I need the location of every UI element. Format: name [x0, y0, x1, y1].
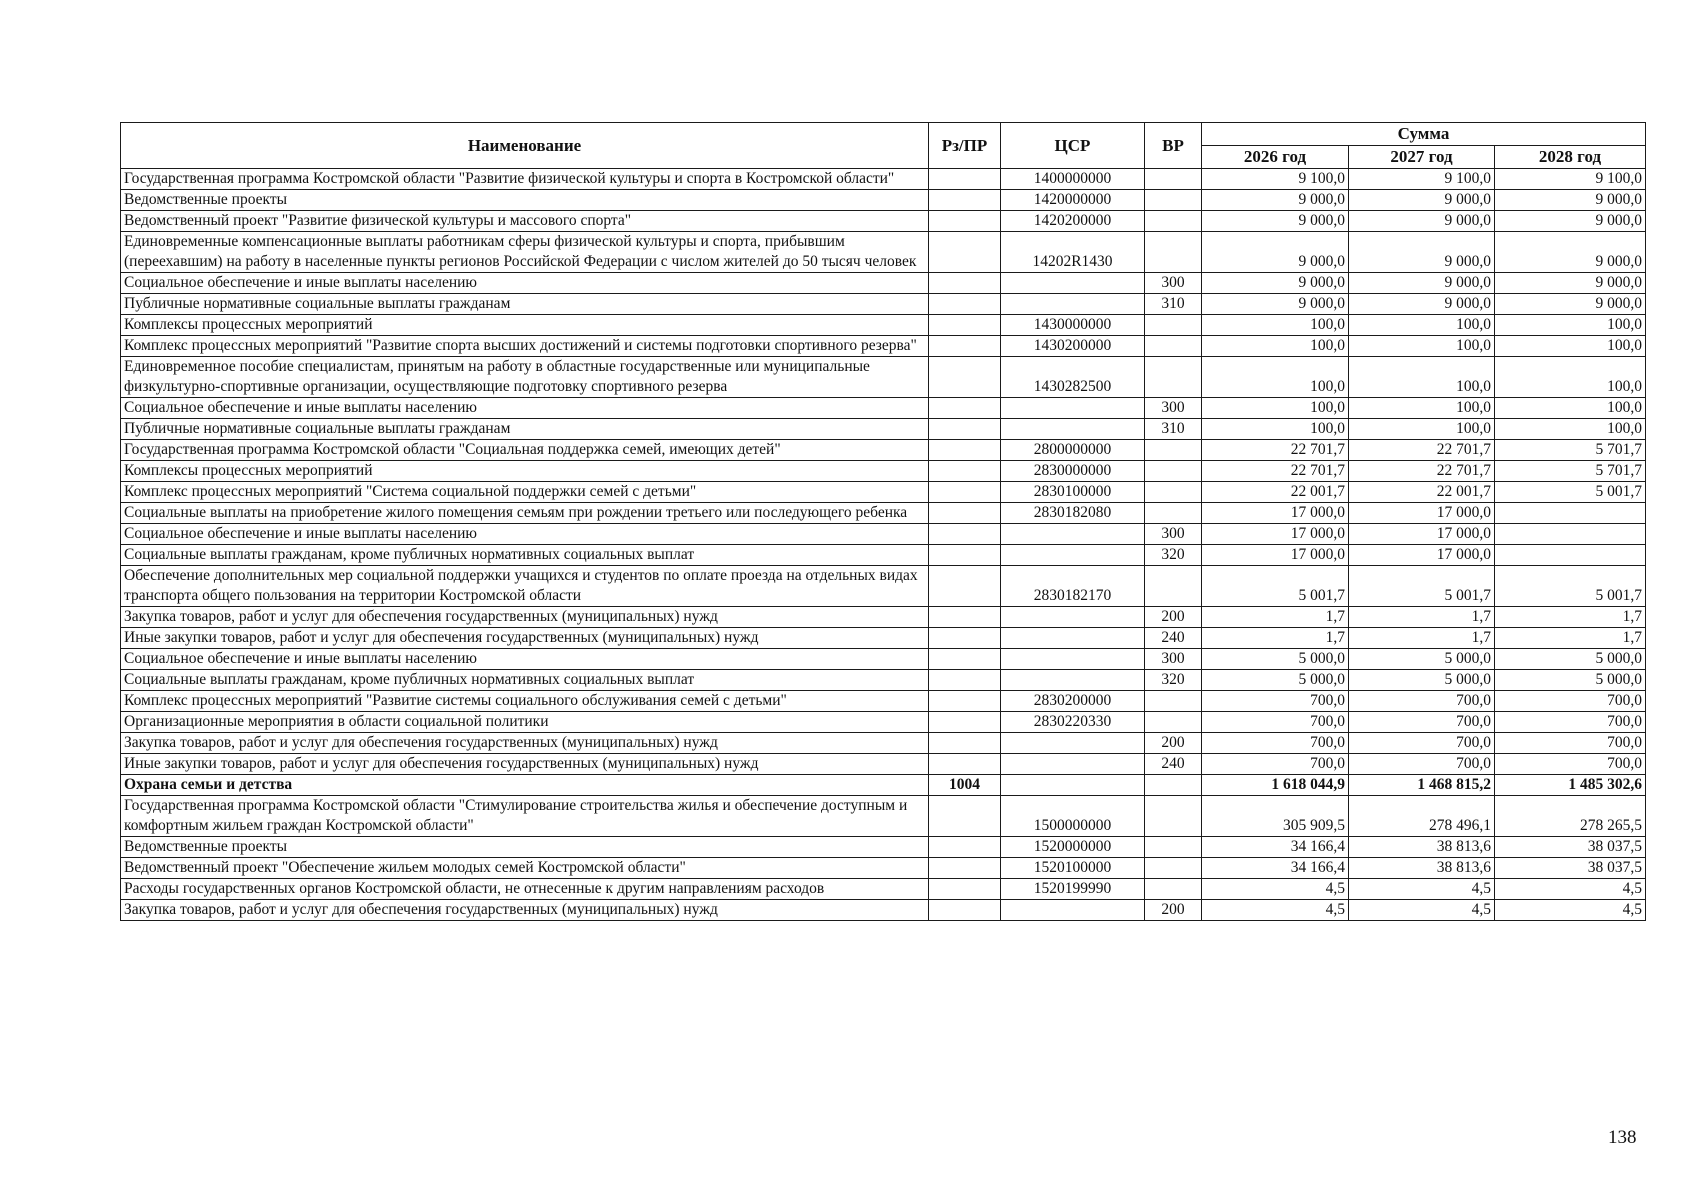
cell-vr: 200 [1145, 607, 1202, 628]
cell-vr [1145, 482, 1202, 503]
table-row [121, 879, 1646, 900]
cell-amount-2028: 4,5 [1495, 900, 1646, 921]
cell-rzpr [929, 900, 1001, 921]
cell-amount-2027: 9 000,0 [1349, 190, 1495, 211]
cell-vr [1145, 357, 1202, 398]
cell-amount-2026: 700,0 [1202, 691, 1349, 712]
cell-vr: 240 [1145, 754, 1202, 775]
cell-vr [1145, 169, 1202, 190]
cell-rzpr: 1004 [929, 775, 1001, 796]
cell-name: Публичные нормативные социальные выплаты гражданам [121, 294, 929, 315]
cell-amount-2028: 700,0 [1495, 712, 1646, 733]
table-row [121, 545, 1646, 566]
cell-amount-2027: 38 813,6 [1349, 858, 1495, 879]
cell-amount-2026: 17 000,0 [1202, 545, 1349, 566]
cell-vr: 300 [1145, 649, 1202, 670]
cell-rzpr [929, 670, 1001, 691]
cell-amount-2027: 1,7 [1349, 628, 1495, 649]
header-year-2026: 2026 год [1202, 146, 1349, 169]
cell-vr [1145, 879, 1202, 900]
cell-vr: 310 [1145, 294, 1202, 315]
cell-rzpr [929, 503, 1001, 524]
cell-amount-2026: 100,0 [1202, 419, 1349, 440]
cell-vr [1145, 315, 1202, 336]
header-vr: ВР [1145, 123, 1202, 169]
cell-amount-2027: 700,0 [1349, 733, 1495, 754]
cell-csr [1001, 900, 1145, 921]
cell-amount-2027: 5 000,0 [1349, 649, 1495, 670]
table-row [121, 670, 1646, 691]
cell-amount-2026: 5 001,7 [1202, 566, 1349, 607]
cell-csr [1001, 649, 1145, 670]
table-row [121, 837, 1646, 858]
cell-amount-2028: 100,0 [1495, 336, 1646, 357]
cell-amount-2026: 34 166,4 [1202, 837, 1349, 858]
cell-name: Социальные выплаты гражданам, кроме публичных нормативных социальных выплат [121, 545, 929, 566]
cell-vr [1145, 440, 1202, 461]
table-row [121, 336, 1646, 357]
cell-amount-2028: 700,0 [1495, 691, 1646, 712]
cell-rzpr [929, 524, 1001, 545]
cell-amount-2027: 9 000,0 [1349, 273, 1495, 294]
cell-csr: 1520100000 [1001, 858, 1145, 879]
cell-csr [1001, 398, 1145, 419]
cell-amount-2028: 700,0 [1495, 754, 1646, 775]
cell-csr: 1520000000 [1001, 837, 1145, 858]
cell-amount-2026: 5 000,0 [1202, 649, 1349, 670]
cell-rzpr [929, 566, 1001, 607]
table-row [121, 169, 1646, 190]
cell-amount-2028: 100,0 [1495, 419, 1646, 440]
cell-amount-2028: 100,0 [1495, 398, 1646, 419]
cell-amount-2027: 9 000,0 [1349, 211, 1495, 232]
cell-csr: 1520199990 [1001, 879, 1145, 900]
cell-rzpr [929, 796, 1001, 837]
cell-csr [1001, 775, 1145, 796]
cell-vr [1145, 503, 1202, 524]
table-row [121, 232, 1646, 273]
table-row [121, 691, 1646, 712]
cell-amount-2028: 100,0 [1495, 357, 1646, 398]
table-row [121, 503, 1646, 524]
cell-rzpr [929, 169, 1001, 190]
cell-csr: 1430200000 [1001, 336, 1145, 357]
cell-amount-2028: 38 037,5 [1495, 837, 1646, 858]
cell-csr [1001, 419, 1145, 440]
cell-csr [1001, 545, 1145, 566]
cell-vr [1145, 775, 1202, 796]
cell-rzpr [929, 190, 1001, 211]
cell-amount-2028: 5 701,7 [1495, 461, 1646, 482]
table-body [121, 169, 1646, 921]
cell-amount-2027: 5 000,0 [1349, 670, 1495, 691]
cell-amount-2028: 9 000,0 [1495, 273, 1646, 294]
cell-name: Социальные выплаты на приобретение жилого помещения семьям при рождении третьего или последующего ребенка [121, 503, 929, 524]
table-row [121, 273, 1646, 294]
cell-rzpr [929, 336, 1001, 357]
cell-rzpr [929, 607, 1001, 628]
table-row [121, 440, 1646, 461]
cell-amount-2026: 22 701,7 [1202, 440, 1349, 461]
budget-table [120, 122, 1646, 921]
cell-amount-2027: 700,0 [1349, 691, 1495, 712]
cell-amount-2026: 1,7 [1202, 607, 1349, 628]
cell-vr [1145, 691, 1202, 712]
table-row [121, 482, 1646, 503]
table-row [121, 628, 1646, 649]
cell-amount-2026: 4,5 [1202, 879, 1349, 900]
cell-amount-2028: 5 000,0 [1495, 670, 1646, 691]
cell-rzpr [929, 628, 1001, 649]
cell-name: Комплексы процессных мероприятий [121, 461, 929, 482]
cell-name: Государственная программа Костромской области "Стимулирование строительства жилья и обеспечение доступным и комфортным жильем граждан Костромской области" [121, 796, 929, 837]
cell-amount-2026: 5 000,0 [1202, 670, 1349, 691]
cell-amount-2026: 9 000,0 [1202, 211, 1349, 232]
cell-vr: 320 [1145, 670, 1202, 691]
cell-csr: 1430282500 [1001, 357, 1145, 398]
cell-amount-2026: 9 100,0 [1202, 169, 1349, 190]
cell-name: Комплексы процессных мероприятий [121, 315, 929, 336]
cell-amount-2027: 1,7 [1349, 607, 1495, 628]
cell-amount-2028: 5 001,7 [1495, 482, 1646, 503]
cell-amount-2028: 700,0 [1495, 733, 1646, 754]
cell-csr: 1500000000 [1001, 796, 1145, 837]
cell-name: Закупка товаров, работ и услуг для обеспечения государственных (муниципальных) нужд [121, 733, 929, 754]
table-row [121, 419, 1646, 440]
cell-csr [1001, 733, 1145, 754]
cell-name: Государственная программа Костромской области "Развитие физической культуры и спорта в Костромской области" [121, 169, 929, 190]
cell-csr: 2830000000 [1001, 461, 1145, 482]
cell-amount-2028 [1495, 503, 1646, 524]
cell-name: Иные закупки товаров, работ и услуг для обеспечения государственных (муниципальных) нужд [121, 754, 929, 775]
cell-vr [1145, 837, 1202, 858]
cell-csr [1001, 524, 1145, 545]
cell-amount-2026: 22 001,7 [1202, 482, 1349, 503]
cell-amount-2026: 9 000,0 [1202, 294, 1349, 315]
cell-amount-2026: 700,0 [1202, 712, 1349, 733]
cell-amount-2026: 100,0 [1202, 336, 1349, 357]
cell-amount-2027: 100,0 [1349, 336, 1495, 357]
table-row [121, 398, 1646, 419]
cell-vr [1145, 211, 1202, 232]
cell-csr: 1430000000 [1001, 315, 1145, 336]
cell-amount-2026: 22 701,7 [1202, 461, 1349, 482]
cell-csr: 2830182080 [1001, 503, 1145, 524]
table-row [121, 190, 1646, 211]
cell-amount-2027: 22 001,7 [1349, 482, 1495, 503]
header-year-2028: 2028 год [1495, 146, 1646, 169]
cell-name: Ведомственный проект "Развитие физической культуры и массового спорта" [121, 211, 929, 232]
cell-amount-2028: 1,7 [1495, 628, 1646, 649]
cell-amount-2027: 100,0 [1349, 357, 1495, 398]
cell-amount-2028 [1495, 524, 1646, 545]
cell-name: Комплекс процессных мероприятий "Развитие системы социального обслуживания семей с детьми" [121, 691, 929, 712]
cell-rzpr [929, 649, 1001, 670]
cell-vr: 300 [1145, 273, 1202, 294]
cell-csr [1001, 273, 1145, 294]
cell-amount-2026: 9 000,0 [1202, 232, 1349, 273]
cell-rzpr [929, 879, 1001, 900]
table-row [121, 566, 1646, 607]
cell-amount-2026: 17 000,0 [1202, 524, 1349, 545]
cell-amount-2027: 22 701,7 [1349, 440, 1495, 461]
table-row [121, 712, 1646, 733]
cell-rzpr [929, 273, 1001, 294]
cell-vr [1145, 712, 1202, 733]
cell-rzpr [929, 858, 1001, 879]
cell-name: Социальное обеспечение и иные выплаты населению [121, 649, 929, 670]
cell-csr: 14202R1430 [1001, 232, 1145, 273]
cell-amount-2028: 9 000,0 [1495, 190, 1646, 211]
cell-amount-2028: 1 485 302,6 [1495, 775, 1646, 796]
cell-csr: 2830100000 [1001, 482, 1145, 503]
cell-name: Иные закупки товаров, работ и услуг для обеспечения государственных (муниципальных) нужд [121, 628, 929, 649]
cell-rzpr [929, 211, 1001, 232]
cell-name: Обеспечение дополнительных мер социальной поддержки учащихся и студентов по оплате проезда на отдельных видах транспорта общего пользования на территории Костромской области [121, 566, 929, 607]
cell-name: Расходы государственных органов Костромской области, не отнесенные к другим направлениям расходов [121, 879, 929, 900]
cell-rzpr [929, 294, 1001, 315]
cell-amount-2026: 9 000,0 [1202, 273, 1349, 294]
cell-name: Закупка товаров, работ и услуг для обеспечения государственных (муниципальных) нужд [121, 607, 929, 628]
cell-amount-2026: 100,0 [1202, 357, 1349, 398]
cell-rzpr [929, 691, 1001, 712]
cell-amount-2028: 1,7 [1495, 607, 1646, 628]
cell-name: Единовременные компенсационные выплаты работникам сферы физической культуры и спорта, прибывшим (переехавшим) на работу в населенные пункты регионов Российской Федерации с числом жителей до 50 тысяч человек [121, 232, 929, 273]
cell-csr: 2800000000 [1001, 440, 1145, 461]
cell-csr [1001, 607, 1145, 628]
cell-csr: 2830220330 [1001, 712, 1145, 733]
cell-vr: 240 [1145, 628, 1202, 649]
cell-rzpr [929, 733, 1001, 754]
section-row [121, 775, 1646, 796]
header-year-2027: 2027 год [1349, 146, 1495, 169]
table-row [121, 796, 1646, 837]
cell-amount-2026: 34 166,4 [1202, 858, 1349, 879]
cell-name: Социальное обеспечение и иные выплаты населению [121, 524, 929, 545]
cell-amount-2026: 305 909,5 [1202, 796, 1349, 837]
cell-csr: 1400000000 [1001, 169, 1145, 190]
cell-name: Ведомственные проекты [121, 190, 929, 211]
cell-amount-2026: 700,0 [1202, 754, 1349, 775]
cell-csr: 2830182170 [1001, 566, 1145, 607]
cell-rzpr [929, 754, 1001, 775]
cell-vr [1145, 858, 1202, 879]
budget-table-container [120, 122, 1645, 921]
cell-vr [1145, 232, 1202, 273]
cell-amount-2027: 700,0 [1349, 754, 1495, 775]
table-row [121, 357, 1646, 398]
cell-amount-2027: 17 000,0 [1349, 503, 1495, 524]
page-number: 138 [1608, 1127, 1637, 1148]
table-header [121, 123, 1646, 169]
table-row [121, 315, 1646, 336]
header-name: Наименование [121, 123, 929, 169]
cell-csr [1001, 670, 1145, 691]
table-row [121, 607, 1646, 628]
cell-amount-2027: 9 000,0 [1349, 232, 1495, 273]
cell-amount-2026: 9 000,0 [1202, 190, 1349, 211]
cell-rzpr [929, 712, 1001, 733]
cell-csr [1001, 294, 1145, 315]
cell-amount-2027: 22 701,7 [1349, 461, 1495, 482]
cell-rzpr [929, 232, 1001, 273]
cell-amount-2028: 5 000,0 [1495, 649, 1646, 670]
cell-name: Организационные мероприятия в области социальной политики [121, 712, 929, 733]
cell-amount-2026: 100,0 [1202, 398, 1349, 419]
cell-name: Социальное обеспечение и иные выплаты населению [121, 398, 929, 419]
cell-vr [1145, 566, 1202, 607]
cell-amount-2027: 38 813,6 [1349, 837, 1495, 858]
cell-name: Ведомственные проекты [121, 837, 929, 858]
cell-rzpr [929, 482, 1001, 503]
cell-amount-2026: 4,5 [1202, 900, 1349, 921]
cell-amount-2027: 100,0 [1349, 315, 1495, 336]
table-row [121, 649, 1646, 670]
cell-vr: 300 [1145, 524, 1202, 545]
cell-amount-2026: 100,0 [1202, 315, 1349, 336]
table-row [121, 900, 1646, 921]
cell-name: Единовременное пособие специалистам, принятым на работу в областные государственные или муниципальные физкультурно-спортивные организации, осуществляющие подготовку спортивного резерва [121, 357, 929, 398]
cell-amount-2027: 4,5 [1349, 879, 1495, 900]
cell-amount-2026: 1 618 044,9 [1202, 775, 1349, 796]
cell-vr [1145, 461, 1202, 482]
cell-amount-2028: 9 000,0 [1495, 232, 1646, 273]
cell-amount-2028: 9 000,0 [1495, 211, 1646, 232]
cell-vr: 310 [1145, 419, 1202, 440]
cell-rzpr [929, 461, 1001, 482]
cell-vr [1145, 336, 1202, 357]
cell-vr [1145, 796, 1202, 837]
cell-name: Охрана семьи и детства [121, 775, 929, 796]
table-row [121, 211, 1646, 232]
table-row [121, 733, 1646, 754]
cell-vr: 320 [1145, 545, 1202, 566]
cell-amount-2028: 38 037,5 [1495, 858, 1646, 879]
cell-name: Комплекс процессных мероприятий "Система социальной поддержки семей с детьми" [121, 482, 929, 503]
cell-amount-2027: 700,0 [1349, 712, 1495, 733]
cell-csr: 1420200000 [1001, 211, 1145, 232]
cell-vr [1145, 190, 1202, 211]
cell-rzpr [929, 315, 1001, 336]
table-row [121, 754, 1646, 775]
cell-amount-2026: 1,7 [1202, 628, 1349, 649]
table-row [121, 294, 1646, 315]
cell-amount-2028: 9 000,0 [1495, 294, 1646, 315]
header-csr: ЦСР [1001, 123, 1145, 169]
cell-vr: 200 [1145, 900, 1202, 921]
cell-name: Государственная программа Костромской области "Социальная поддержка семей, имеющих детей" [121, 440, 929, 461]
cell-csr [1001, 754, 1145, 775]
cell-name: Ведомственный проект "Обеспечение жильем молодых семей Костромской области" [121, 858, 929, 879]
cell-amount-2027: 17 000,0 [1349, 524, 1495, 545]
cell-vr: 200 [1145, 733, 1202, 754]
cell-amount-2028: 100,0 [1495, 315, 1646, 336]
cell-csr: 2830200000 [1001, 691, 1145, 712]
cell-amount-2027: 1 468 815,2 [1349, 775, 1495, 796]
cell-csr [1001, 628, 1145, 649]
cell-amount-2027: 17 000,0 [1349, 545, 1495, 566]
cell-amount-2028: 5 001,7 [1495, 566, 1646, 607]
cell-amount-2026: 700,0 [1202, 733, 1349, 754]
table-row [121, 524, 1646, 545]
cell-rzpr [929, 837, 1001, 858]
cell-amount-2028: 278 265,5 [1495, 796, 1646, 837]
cell-amount-2028: 4,5 [1495, 879, 1646, 900]
cell-csr: 1420000000 [1001, 190, 1145, 211]
cell-amount-2028: 9 100,0 [1495, 169, 1646, 190]
cell-amount-2028: 5 701,7 [1495, 440, 1646, 461]
cell-amount-2028 [1495, 545, 1646, 566]
cell-rzpr [929, 357, 1001, 398]
cell-amount-2027: 9 000,0 [1349, 294, 1495, 315]
cell-rzpr [929, 398, 1001, 419]
cell-rzpr [929, 419, 1001, 440]
cell-vr: 300 [1145, 398, 1202, 419]
cell-name: Социальное обеспечение и иные выплаты населению [121, 273, 929, 294]
cell-amount-2027: 5 001,7 [1349, 566, 1495, 607]
cell-amount-2027: 100,0 [1349, 398, 1495, 419]
cell-name: Закупка товаров, работ и услуг для обеспечения государственных (муниципальных) нужд [121, 900, 929, 921]
cell-name: Комплекс процессных мероприятий "Развитие спорта высших достижений и системы подготовки спортивного резерва" [121, 336, 929, 357]
cell-amount-2027: 100,0 [1349, 419, 1495, 440]
cell-amount-2027: 278 496,1 [1349, 796, 1495, 837]
header-rzpr: Рз/ПР [929, 123, 1001, 169]
cell-rzpr [929, 440, 1001, 461]
table-row [121, 461, 1646, 482]
header-sum: Сумма [1202, 123, 1646, 146]
cell-amount-2027: 9 100,0 [1349, 169, 1495, 190]
cell-amount-2027: 4,5 [1349, 900, 1495, 921]
cell-name: Социальные выплаты гражданам, кроме публичных нормативных социальных выплат [121, 670, 929, 691]
cell-name: Публичные нормативные социальные выплаты гражданам [121, 419, 929, 440]
table-row [121, 858, 1646, 879]
cell-amount-2026: 17 000,0 [1202, 503, 1349, 524]
cell-rzpr [929, 545, 1001, 566]
